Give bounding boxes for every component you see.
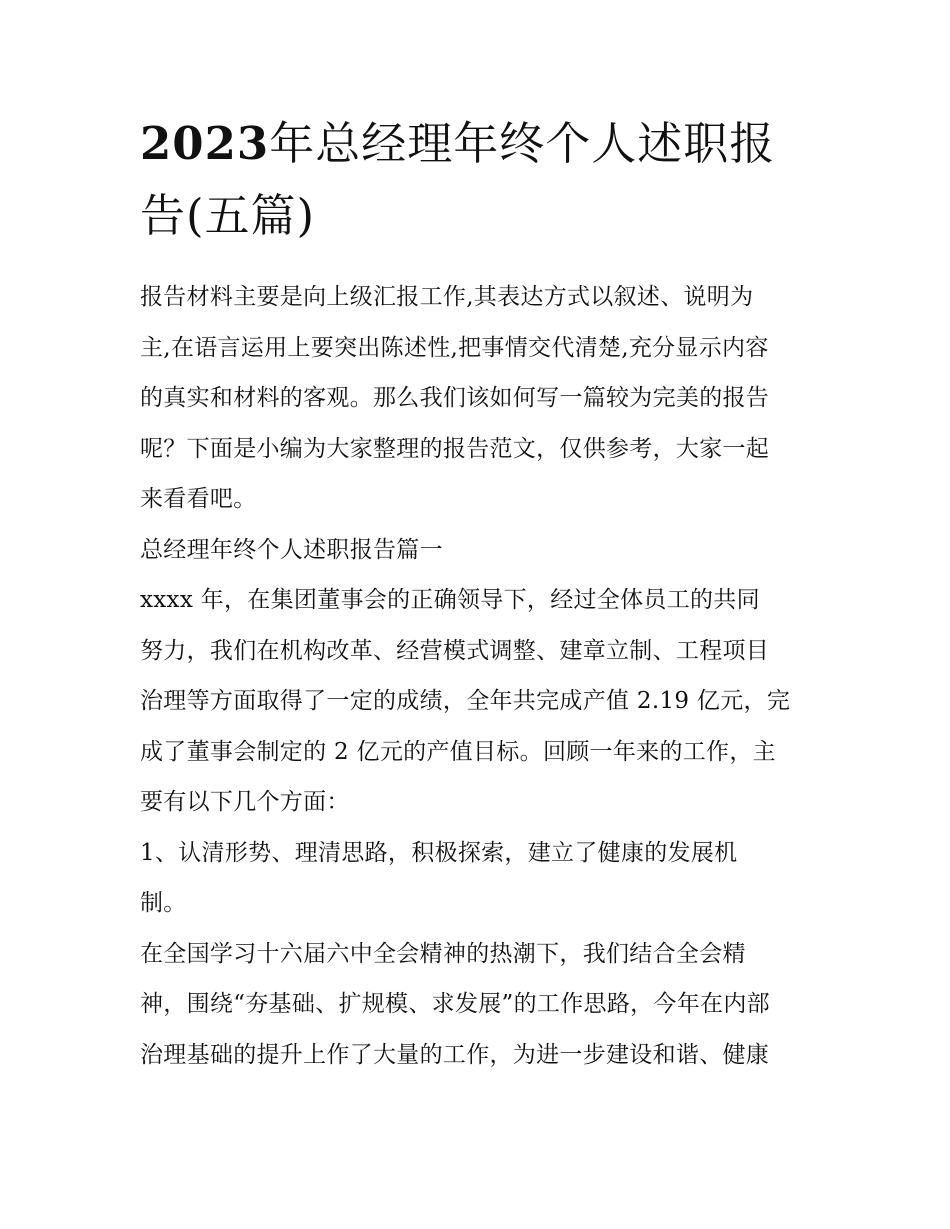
body-line: 呢？下面是小编为大家整理的报告范文，仅供参考，大家一起: [140, 435, 770, 462]
body-line: 报告材料主要是向上级汇报工作,其表达方式以叙述、说明为: [140, 284, 754, 310]
body-line: xxxx 年，在集团董事会的正确领导下，经过全体员工的共同: [140, 587, 760, 613]
body-line: 来看看吧。: [140, 486, 257, 512]
body-line: 要有以下几个方面：: [140, 789, 350, 815]
document-page: [140, 108, 820, 1080]
body-line: 的真实和材料的客观。那么我们该如何写一篇较为完美的报告: [140, 385, 770, 411]
body-line: 治理基础的提升上作了大量的工作，为进一步建设和谐、健康: [140, 1041, 770, 1068]
body-line: 制。: [140, 890, 187, 916]
body-line: 努力，我们在机构改革、经营模式调整、建章立制、工程项目: [140, 637, 770, 664]
document-body: [140, 272, 820, 1080]
body-line: 成了董事会制定的 2 亿元的产值目标。回顾一年来的工作，主: [140, 738, 776, 765]
title-line2: 告(五篇): [140, 189, 316, 242]
body-line: 治理等方面取得了一定的成绩，全年共完成产值 2.19 亿元，完: [140, 688, 791, 714]
body-line: 在全国学习十六届六中全会精神的热潮下，我们结合全会精: [140, 940, 746, 967]
title-year: 2023: [140, 117, 270, 170]
body-line: 1、认清形势、理清思路，积极探索，建立了健康的发展机: [140, 839, 738, 866]
section-heading: 总经理年终个人述职报告篇一: [140, 536, 443, 563]
body-line: 神，围绕“夯基础、扩规模、求发展”的工作思路，今年在内部: [140, 991, 770, 1017]
document-title: [140, 108, 820, 252]
title-line1-rest: 年总经理年终个人述职报: [269, 117, 776, 170]
body-line: 主,在语言运用上要突出陈述性,把事情交代清楚,充分显示内容: [140, 334, 769, 361]
